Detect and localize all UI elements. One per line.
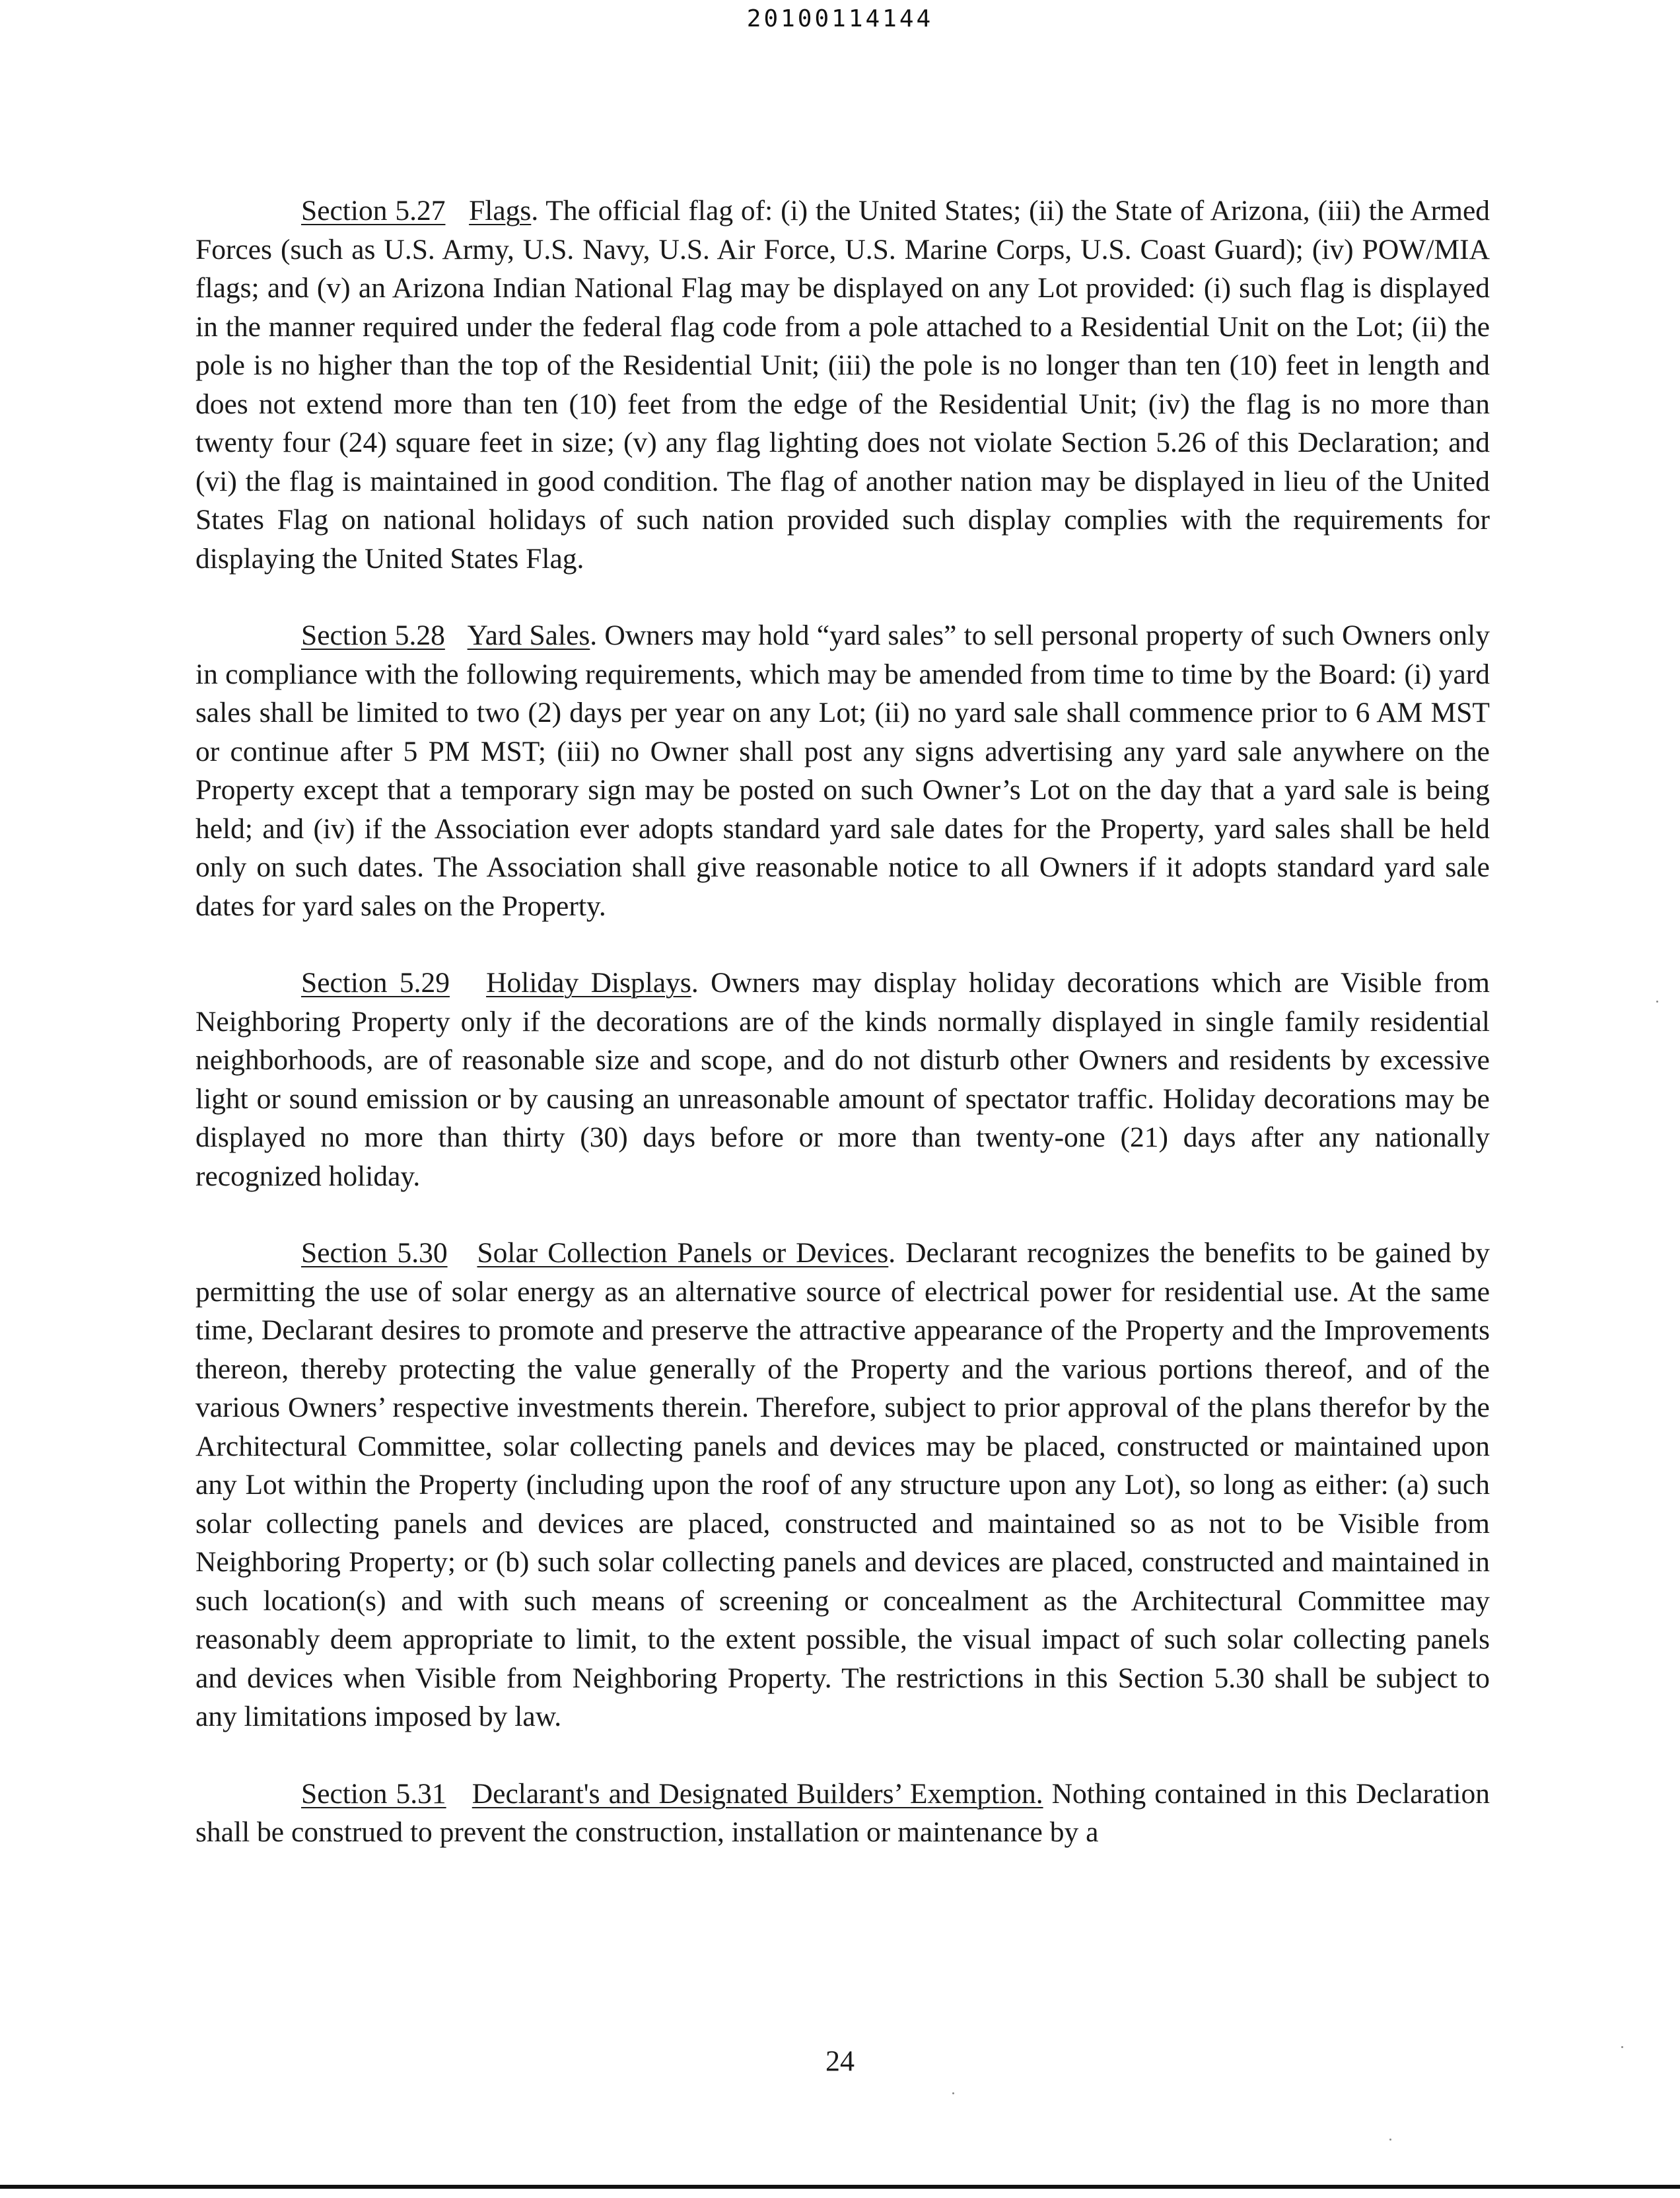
scan-speck (1621, 2046, 1623, 2048)
section-text: Owners may display holiday decorations which are Visible from Neighboring Property only if the decorations are of the kinds normally displayed in single family residential neighborhoods, are of reasonable size and scope, and do not disturb other Owners and residents by excessive light or sound emission or by causing an unreasonable amount of spectator traffic. Holiday decorations may be displayed no more than thirty (30) days before or more than twenty-one (21) days after any nationally recognized holiday. (195, 967, 1490, 1192)
section-number: Section 5.28 (301, 620, 445, 651)
section-5-31 (195, 1775, 1490, 1852)
section-5-28 (195, 616, 1490, 925)
page-number: 24 (825, 2045, 855, 2077)
section-5-27 (195, 192, 1490, 578)
section-text: The official flag of: (i) the United States; (ii) the State of Arizona, (iii) the Armed Forces (such as U.S. Army, U.S. Navy, U.S. Air Force, U.S. Marine Corps, U.S. Coast Guard); (iv) POW/MIA flags; and (v) an Arizona Indian National Flag may be displayed on any Lot provided: (i) such flag is displayed in the manner required under the federal flag code from a pole attached to a Residential Unit on the Lot; (ii) the pole is no higher than the top of the Residential Unit; (iii) the pole is no longer than ten (10) feet in length and does not extend more than ten (10) feet from the edge of the Residential Unit; (iv) the flag is no more than twenty four (24) square feet in size; (v) any flag lighting does not violate Section 5.26 of this Declaration; and (vi) the flag is maintained in good condition. The flag of another nation may be displayed in lieu of the United States Flag on national holidays of such nation provided such display complies with the requirements for displaying the United States Flag. (195, 195, 1490, 575)
scan-speck (1656, 1001, 1658, 1003)
section-number: Section 5.29 (301, 967, 450, 999)
section-number: Section 5.31 (301, 1777, 446, 1810)
section-title: Holiday Displays (486, 967, 691, 999)
scan-speck (952, 2092, 954, 2094)
section-5-29 (195, 964, 1490, 1195)
section-text: Declarant recognizes the benefits to be gained by permitting the use of solar energy as an alternative source of electrical power for residential use. At the same time, Declarant desires to promote and preserve the attractive appearance of the Property and the Improvements thereon, thereby protecting the value generally of the Property and the various portions thereof, and of the various Owners’ respective investments therein. Therefore, subject to prior approval of the plans therefor by the Architectural Committee, solar collecting panels and devices may be placed, constructed or maintained upon any Lot within the Property (including upon the roof of any structure upon any Lot), so long as either: (a) such solar collecting panels and devices are placed, constructed and maintained so as not to be Visible from Neighboring Property; or (b) such solar collecting panels and devices are placed, constructed and maintained in such location(s) and with such means of screening or concealment as the Architectural Committee may reasonably deem appropriate to limit, to the extent possible, the visual impact of such solar collecting panels and devices when Visible from Neighboring Property. The restrictions in this Section 5.30 shall be subject to any limitations imposed by law. (195, 1237, 1490, 1732)
section-text: Owners may hold “yard sales” to sell personal property of such Owners only in compliance with the following requirements, which may be amended from time to time by the Board: (i) yard sales shall be limited to two (2) days per year on any Lot; (ii) no yard sale shall commence prior to 6 AM MST or continue after 5 PM MST; (iii) no Owner shall post any signs advertising any yard sale anywhere on the Property except that a temporary sign may be posted on such Owner’s Lot on the day that a yard sale is being held; and (iv) if the Association ever adopts standard yard sale dates for the Property, yard sales shall be held only on such dates. The Association shall give reasonable notice to all Owners if it adopts standard yard sale dates for yard sales on the Property. (195, 620, 1490, 922)
section-5-30 (195, 1234, 1490, 1736)
section-title-punct: . (691, 967, 699, 999)
scan-bottom-border (0, 2185, 1680, 2189)
section-title: Yard Sales (467, 620, 590, 651)
section-title-punct: . (531, 195, 539, 227)
section-title-punct: . (590, 620, 598, 651)
page-body (195, 192, 1490, 1890)
section-number: Section 5.30 (301, 1237, 448, 1269)
scan-speck (1389, 2139, 1391, 2141)
section-title: Flags (469, 195, 532, 227)
section-title: Solar Collection Panels or Devices (477, 1237, 889, 1269)
section-number: Section 5.27 (301, 195, 446, 227)
section-text: Nothing contained in this Declaration shall be construed to prevent the construction, installation or maintenance by a (195, 1777, 1490, 1848)
section-title: Declarant's and Designated Builders’ Exemption. (472, 1777, 1043, 1810)
section-title-punct: . (888, 1237, 896, 1269)
document-number: 20100114144 (746, 5, 934, 32)
